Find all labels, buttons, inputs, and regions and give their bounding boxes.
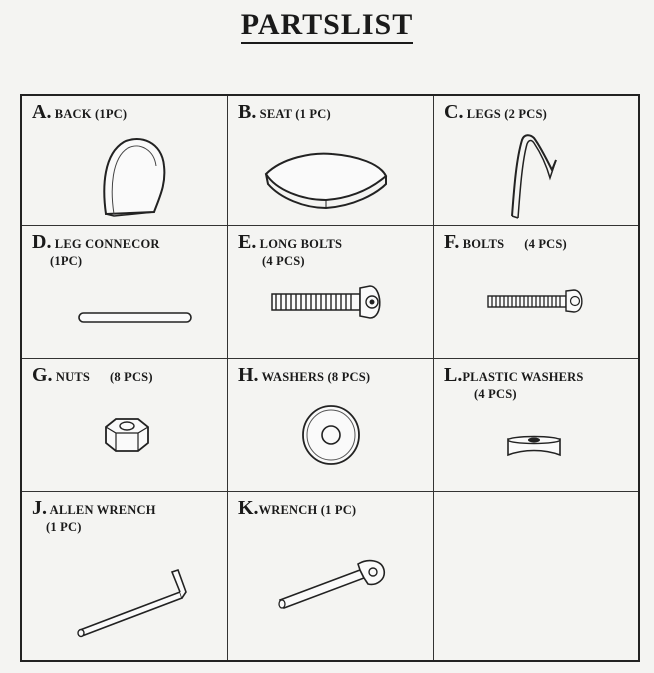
part-letter: E. <box>238 231 257 253</box>
part-label <box>32 364 221 386</box>
part-cell-bolts <box>434 226 638 359</box>
part-letter: G. <box>32 364 53 386</box>
page-title-text: PARTSLIST <box>241 8 413 44</box>
part-letter: D. <box>32 231 52 253</box>
part-cell-long-bolts <box>228 226 434 359</box>
washer-drawing <box>300 403 362 467</box>
part-letter: B. <box>238 101 257 123</box>
part-label <box>444 101 632 123</box>
seat-drawing <box>262 150 392 212</box>
chair-back-drawing <box>100 136 170 218</box>
part-label <box>238 497 427 519</box>
part-name: LEG CONNECOR <box>51 237 160 251</box>
part-letter: J. <box>32 497 47 519</box>
part-name: WASHERS (8 PCS) <box>258 370 371 384</box>
part-letter: K. <box>238 497 259 519</box>
part-name: WRENCH (1 PC) <box>258 503 357 517</box>
part-name: BACK (1PC) <box>51 107 128 121</box>
page-title <box>0 8 654 42</box>
part-label <box>238 364 427 386</box>
part-name: LEGS (2 PCS) <box>463 107 547 121</box>
part-letter: A. <box>32 101 52 123</box>
part-qty: (4 PCS) <box>262 254 305 268</box>
legs-drawing <box>506 130 566 222</box>
part-cell-washers <box>228 359 434 492</box>
leg-connector-drawing <box>78 312 192 324</box>
part-qty: (1 PC) <box>46 520 82 534</box>
part-label <box>32 231 221 270</box>
part-name: NUTS (8 PCS) <box>52 370 153 384</box>
plastic-washer-drawing <box>504 433 564 461</box>
part-name: SEAT (1 PC) <box>256 107 331 121</box>
part-cell-leg-connector <box>22 226 228 359</box>
long-bolt-drawing <box>268 284 386 320</box>
bolt-drawing <box>486 288 586 314</box>
part-cell-seat <box>228 96 434 226</box>
allen-wrench-drawing <box>76 568 200 640</box>
part-label <box>32 101 221 123</box>
part-name: BOLTS (4 PCS) <box>459 237 567 251</box>
part-cell-nuts <box>22 359 228 492</box>
part-cell-empty <box>434 492 638 660</box>
part-letter: L. <box>444 364 463 386</box>
part-cell-allen-wrench <box>22 492 228 660</box>
part-qty: (4 PCS) <box>474 387 517 401</box>
parts-grid <box>20 94 640 662</box>
part-label <box>32 497 221 536</box>
part-name: PLASTIC WASHERS <box>462 370 584 384</box>
part-label <box>238 231 427 270</box>
part-cell-wrench <box>228 492 434 660</box>
part-letter: H. <box>238 364 259 386</box>
part-label <box>444 364 632 403</box>
part-name: ALLEN WRENCH <box>47 503 156 517</box>
part-name: LONG BOLTS <box>256 237 343 251</box>
nut-drawing <box>102 417 152 455</box>
part-cell-legs <box>434 96 638 226</box>
wrench-drawing <box>276 558 388 610</box>
part-cell-plastic-washers <box>434 359 638 492</box>
part-letter: C. <box>444 101 464 123</box>
part-qty: (1PC) <box>50 254 83 268</box>
part-label <box>238 101 427 123</box>
part-cell-back <box>22 96 228 226</box>
part-letter: F. <box>444 231 460 253</box>
part-label <box>444 231 632 253</box>
